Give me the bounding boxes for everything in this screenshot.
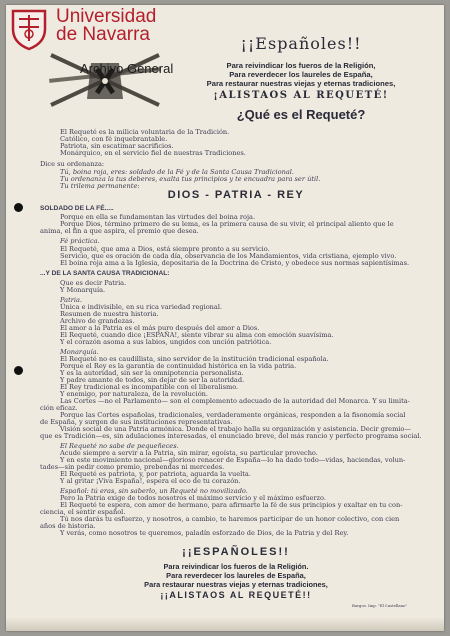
archive-name: Archivo General	[80, 61, 174, 76]
espanol-line: Tú nos darás tu esfuerzo, y nosotros, a cambio, te haremos participar de un honor colectivo, con cien	[60, 515, 400, 523]
causa-line: Y Monarquía.	[60, 286, 106, 294]
monarquia-line: El Requeté no es caudillista, sino servidor de la institución tradicional española.	[60, 355, 329, 363]
patria-line: El amor a la Patria es el más puro después del amor a Dios.	[60, 324, 260, 332]
sabe-line: Y al gritar ¡Viva España!, espera el eco de tu corazón.	[60, 477, 241, 485]
monarquia-line: Porque las Cortes españolas, tradicionales, verdaderamente orgánicas, responden a la fisonomía social	[60, 411, 406, 419]
header-cry: ¡ALISTAOS AL REQUETÉ!	[213, 90, 389, 101]
motto: DIOS - PATRIA - REY	[167, 189, 305, 201]
fe-line: El boina roja ama a la Iglesia, depositaria de la Doctrina de Cristo, y obedece sus normas sapientísimas.	[60, 259, 410, 267]
section-heading: SOLDADO DE LA FÉ.....	[40, 205, 114, 212]
header-title: ¡¡Españoles!!	[240, 34, 362, 53]
intro-line: Católico, con fé inquebrantable.	[60, 135, 168, 143]
causa-line: Que es decir Patria.	[60, 279, 127, 287]
sabe-line: Y en este movimiento nacional—glorioso renacer de España—lo ha dado todo—vidas, haciendas, volun-	[60, 456, 406, 464]
section-heading: Patria.	[60, 296, 83, 304]
university-name: Universidad de Navarra	[56, 6, 157, 45]
monarquia-line: Y enemigo, por naturaleza, de la revolución.	[60, 390, 209, 398]
monarquia-line: ción eficaz.	[40, 404, 78, 412]
fe-line: El Requeté, que ama a Dios, está siempre pronto a su servicio.	[60, 245, 270, 253]
header-line-2: Para reverdecer los laureles de España,	[229, 70, 373, 79]
soldado-line: Porque en ella se fundamentan las virtudes del boina roja.	[60, 213, 256, 221]
section-heading: El Requeté no sabe de pequeñeces.	[60, 442, 179, 450]
monarquia-line: Y padre amante de todos, sin dejar de ser la autoridad.	[60, 376, 245, 384]
patria-line: Y el corazón asoma a sus labios, ungidos con unción patriótica.	[60, 338, 272, 346]
footer-title: ¡¡ESPAÑOLES!!	[182, 546, 290, 558]
footer-line-2: Para reverdecer los laureles de España,	[166, 571, 306, 580]
monarquia-line: El Rey tradicional es incompatible con el liberalismo.	[60, 383, 239, 391]
espanol-line: Y verás, como nosotros te queremos, paladín esforzado de Dios, de la Patria y del Rey.	[60, 529, 349, 537]
espanol-line: El Requeté te espera, con amor de hermano, para afirmarte la fé de sus principios y exaltar en tu con-	[60, 501, 403, 509]
sabe-line: El Requeté es patriota, y, por patriota, aguarda la vuelta.	[60, 470, 251, 478]
footer-line-1: Para reivindicar los fueros de la Religión.	[163, 562, 309, 571]
section-heading: ...Y DE LA SANTA CAUSA TRADICIONAL:	[40, 270, 170, 277]
monarquia-line: Y es la autoridad, sin ser la omnipotencia personalista.	[60, 369, 244, 377]
patria-line: Única e indivisible, en su rica variedad regional.	[60, 303, 223, 311]
sabe-line: tades—sin pedir como premio, prebendas ni mercedes.	[40, 463, 225, 471]
footer-line-3: Para restaurar nuestras viejas y eternas tradiciones,	[144, 580, 328, 589]
fe-line: Servicio, que es oración de cada día, observancia de los Mandamientos, vida cristiana, ejemplo vivo.	[60, 252, 397, 260]
sabe-line: Acude siempre a servir a la Patria, sin mirar, egoísta, su particular provecho.	[60, 449, 318, 457]
header-question: ¿Qué es el Requeté?	[236, 107, 366, 122]
monarquia-line: Las Cortes —no el Parlamento— son el complemento adecuado de la autoridad del Monarca. Y su limita-	[60, 397, 410, 405]
header-line-3: Para restaurar nuestras viejas y eternas tradiciones,	[206, 79, 396, 88]
patria-line: Resumen de nuestra historia.	[60, 310, 159, 318]
espanol-line: años de historia.	[40, 522, 96, 530]
soldado-line: anima, el fin a que aspira, el premio que desea.	[40, 227, 199, 235]
monarquia-line: Porque el Rey es la garantía de continuidad histórica en la vida patria.	[60, 362, 297, 370]
printer-credit: Burgos. Imp. "El Castellano"	[352, 603, 408, 608]
espanol-line: ciencia, el sentir español.	[40, 508, 126, 516]
intro-line: El Requeté es la milicia voluntaria de la Tradición.	[60, 128, 230, 136]
ordenanza-line: Tu ordenanza la tus deberes, exalta tus principios y te encuadra para ser útil.	[60, 175, 321, 183]
ordenanza-intro: Dice su ordenanza:	[40, 160, 105, 168]
soldado-line: Porque Dios, término primero de su lema, es la primera causa de su vivir, el principal aliento que le	[60, 220, 394, 228]
intro-line: Monárquico, en el servicio fiel de nuestras Tradiciones.	[60, 149, 246, 157]
crossed-rifles-cross-emblem	[41, 43, 169, 115]
footer-cry: ¡¡ALISTAOS AL REQUETÉ!!	[160, 590, 312, 600]
document-page	[6, 5, 444, 631]
archive-logo	[6, 5, 176, 117]
punch-hole-icon	[14, 366, 23, 375]
ordenanza-line: Tu trilema permanente:	[60, 182, 140, 190]
monarquia-line: que es Tradición—es, sin adulaciones interesadas, el enunciado breve, del más rancio y perfecto programa social.	[40, 432, 422, 440]
patria-line: El Requeté, cuando dice ¡ESPAÑA!, siente vibrar su alma con emoción suavísima.	[60, 331, 334, 339]
ordenanza-line: Tú, boina roja, eres: soldado de la Fé y de la Santa Causa Tradicional.	[60, 168, 294, 176]
section-heading: Fé práctica.	[60, 237, 100, 245]
monarquia-line: de España, y surgen de sus instituciones representativas.	[40, 418, 233, 426]
header-line-1: Para reivindicar los fueros de la Religión,	[226, 61, 376, 70]
punch-hole-icon	[14, 203, 23, 212]
patria-line: Archivo de grandezas.	[60, 317, 135, 325]
monarquia-line: Visión social de una Patria armónica. Donde el trabajo halla su organización y asistencia. Decir gremio—	[60, 425, 411, 433]
espanol-line: Pero la Patria exige de todos nosotros el máximo servicio y el máximo esfuerzo.	[60, 494, 326, 502]
section-heading: Español: tú eras, sin saberlo, un Requeté no movilizado.	[60, 487, 248, 495]
section-heading: Monarquía.	[60, 348, 99, 356]
intro-line: Patriota, sin escatimar sacrificios.	[60, 142, 174, 150]
